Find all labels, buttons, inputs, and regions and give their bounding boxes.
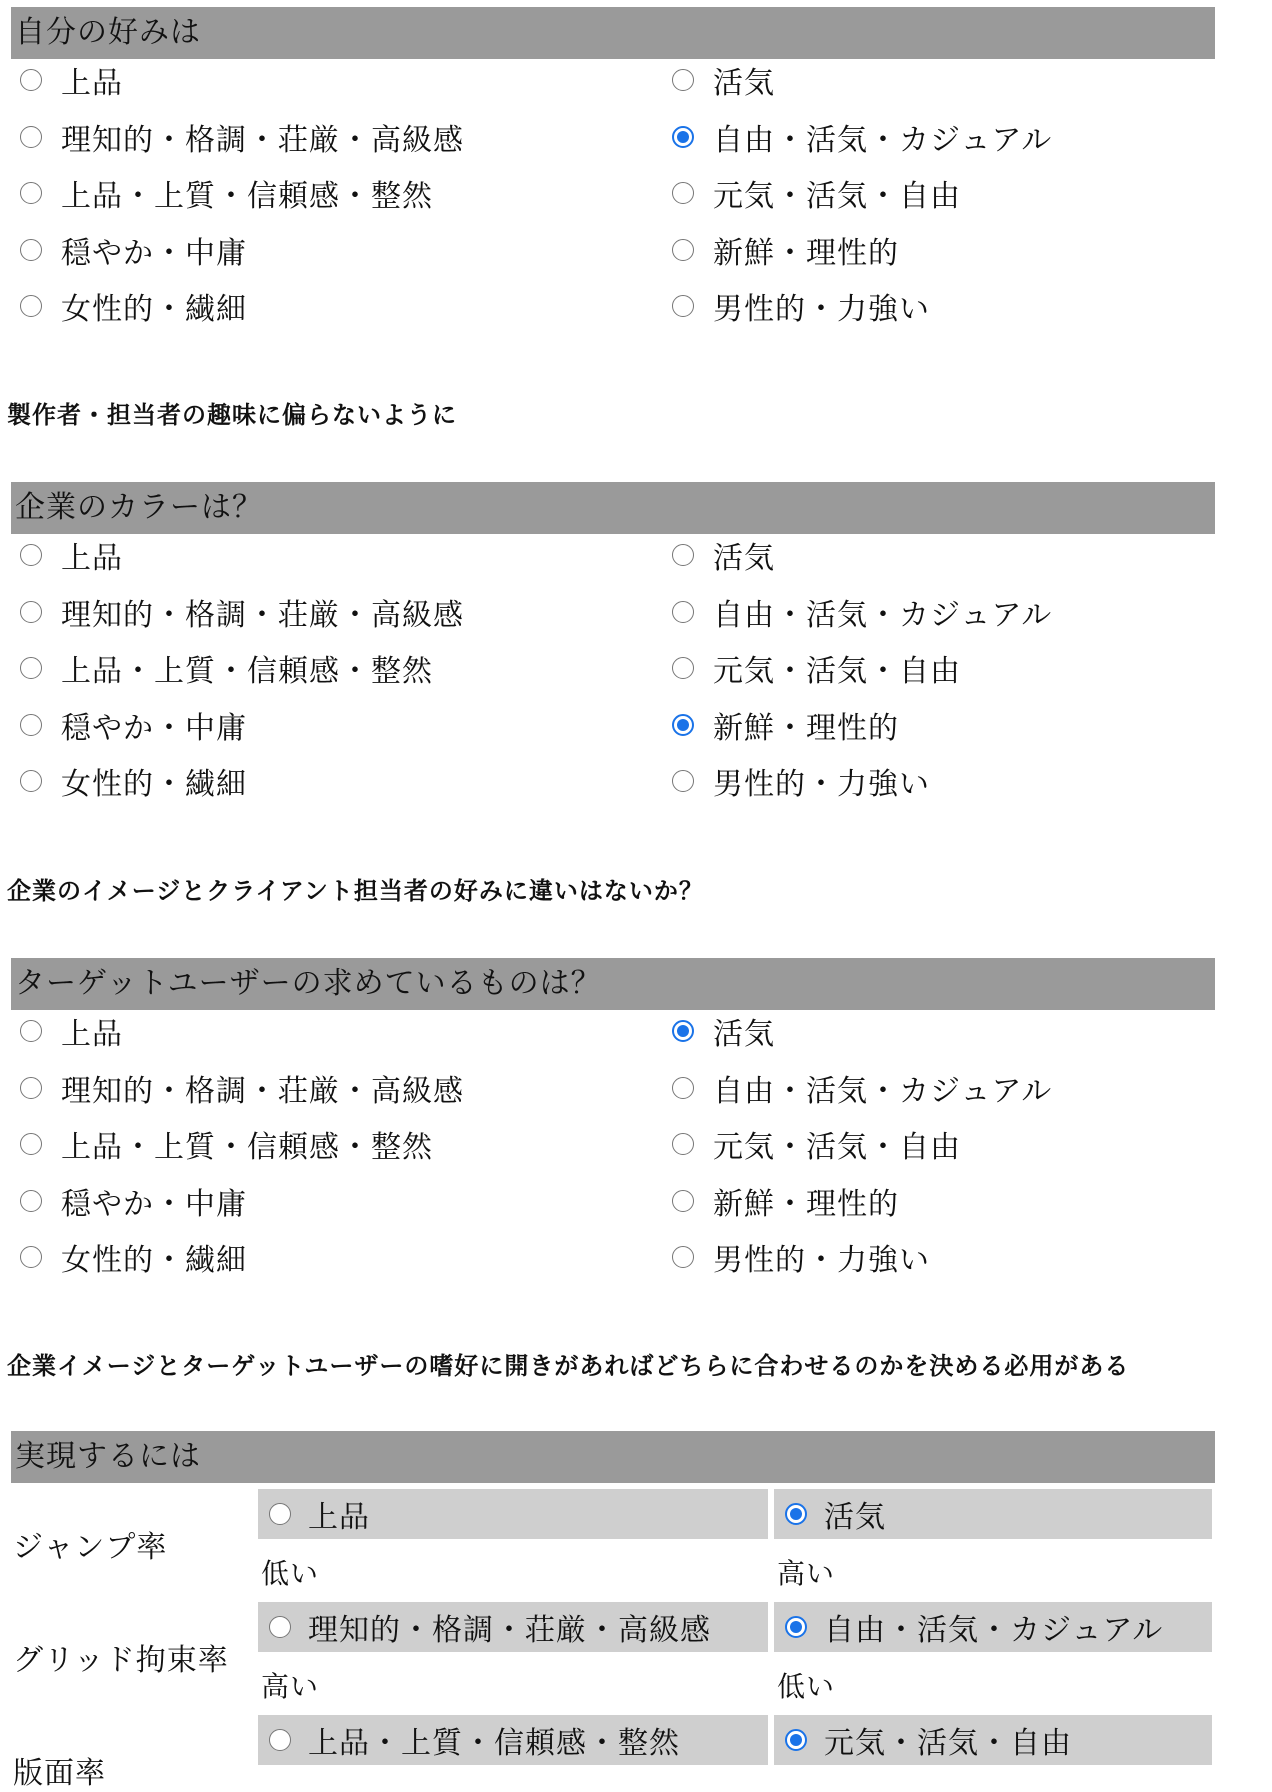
option-label: 上品・上質・信頼感・整然	[61, 179, 433, 215]
option-label: 活気	[713, 66, 775, 102]
radio-button[interactable]	[672, 295, 694, 317]
radio-button[interactable]	[672, 126, 694, 148]
radio-option[interactable]	[20, 640, 620, 697]
section-note: 企業のイメージとクライアント担当者の好みに違いはないか？	[7, 877, 704, 905]
radio-option[interactable]	[672, 222, 1272, 279]
left-options	[20, 1003, 620, 1286]
right-options	[672, 1003, 1272, 1286]
radio-option[interactable]	[20, 1060, 620, 1117]
option-label: 上品・上質・信頼感・整然	[308, 1726, 680, 1761]
radio-option[interactable]	[20, 527, 620, 584]
radio-button[interactable]	[672, 1077, 694, 1099]
option-label: 新鮮・理性的	[713, 235, 899, 271]
realize-option-right[interactable]	[774, 1602, 1212, 1652]
radio-button[interactable]	[20, 182, 42, 204]
option-label: 新鮮・理性的	[713, 1186, 899, 1222]
radio-option[interactable]	[672, 1060, 1272, 1117]
radio-option[interactable]	[20, 1229, 620, 1286]
section-header: 実現するには	[11, 1431, 1215, 1483]
option-label: 新鮮・理性的	[713, 710, 899, 746]
radio-button[interactable]	[672, 714, 694, 736]
option-label: 自由・活気・カジュアル	[713, 597, 1053, 633]
option-label: 理知的・格調・荘厳・高級感	[61, 1073, 464, 1109]
radio-button[interactable]	[672, 182, 694, 204]
radio-button[interactable]	[20, 126, 42, 148]
row-label-jump-rate: ジャンプ率	[13, 1530, 168, 1565]
option-label: 元気・活気・自由	[713, 179, 961, 215]
section-note: 製作者・担当者の趣味に偏らないように	[7, 401, 457, 429]
option-label: 穏やか・中庸	[61, 1186, 247, 1222]
radio-button[interactable]	[672, 601, 694, 623]
option-label: 元気・活気・自由	[713, 1130, 961, 1166]
option-label: 上品	[61, 66, 123, 102]
row-label-grid-constraint: グリッド拘束率	[13, 1643, 229, 1678]
option-label: 活気	[713, 1017, 775, 1053]
option-label: 穏やか・中庸	[61, 710, 247, 746]
radio-button[interactable]	[20, 1133, 42, 1155]
realize-option-left[interactable]	[258, 1489, 768, 1539]
radio-button[interactable]	[20, 69, 42, 91]
option-label: 元気・活気・自由	[824, 1726, 1072, 1761]
radio-button[interactable]	[785, 1729, 807, 1751]
radio-option[interactable]	[672, 1116, 1272, 1173]
radio-option[interactable]	[672, 278, 1272, 335]
option-label: 上品	[61, 1017, 123, 1053]
option-label: 自由・活気・カジュアル	[824, 1613, 1164, 1648]
radio-button[interactable]	[672, 1190, 694, 1212]
radio-button[interactable]	[672, 69, 694, 91]
radio-option[interactable]	[20, 109, 620, 166]
radio-option[interactable]	[672, 1003, 1272, 1060]
radio-option[interactable]	[20, 1003, 620, 1060]
radio-option[interactable]	[672, 753, 1272, 810]
radio-option[interactable]	[20, 222, 620, 279]
radio-option[interactable]	[672, 697, 1272, 754]
radio-option[interactable]	[672, 584, 1272, 641]
realize-option-right[interactable]	[774, 1715, 1212, 1765]
radio-option[interactable]	[20, 165, 620, 222]
option-label: 女性的・繊細	[61, 1243, 247, 1279]
option-label: 自由・活気・カジュアル	[713, 1073, 1053, 1109]
section-header: 自分の好みは	[11, 7, 1215, 59]
scale-high-label: 高い	[261, 1670, 320, 1703]
radio-button[interactable]	[20, 1246, 42, 1268]
section-note: 企業イメージとターゲットユーザーの嗜好に開きがあればどちらに合わせるのかを決める必用がある	[7, 1352, 1130, 1380]
radio-button[interactable]	[785, 1503, 807, 1525]
realize-option-left[interactable]	[258, 1715, 768, 1765]
option-label: 活気	[824, 1500, 886, 1535]
option-label: 男性的・力強い	[713, 292, 930, 328]
radio-option[interactable]	[672, 527, 1272, 584]
radio-option[interactable]	[672, 52, 1272, 109]
radio-button[interactable]	[20, 770, 42, 792]
radio-option[interactable]	[20, 1116, 620, 1173]
option-label: 元気・活気・自由	[713, 654, 961, 690]
radio-option[interactable]	[20, 753, 620, 810]
realize-option-left[interactable]	[258, 1602, 768, 1652]
right-options	[672, 527, 1272, 810]
radio-button[interactable]	[672, 770, 694, 792]
radio-button[interactable]	[785, 1616, 807, 1638]
option-label: 理知的・格調・荘厳・高級感	[61, 597, 464, 633]
option-label: 活気	[713, 541, 775, 577]
left-options	[20, 52, 620, 335]
radio-option[interactable]	[20, 1173, 620, 1230]
radio-button[interactable]	[269, 1503, 291, 1525]
option-label: 自由・活気・カジュアル	[713, 122, 1053, 158]
radio-button[interactable]	[672, 1020, 694, 1042]
row-label-text-area-ratio: 版面率	[13, 1756, 106, 1791]
radio-option[interactable]	[672, 1173, 1272, 1230]
radio-button[interactable]	[20, 657, 42, 679]
radio-option[interactable]	[672, 109, 1272, 166]
radio-button[interactable]	[672, 657, 694, 679]
option-label: 穏やか・中庸	[61, 235, 247, 271]
radio-option[interactable]	[672, 640, 1272, 697]
option-label: 理知的・格調・荘厳・高級感	[61, 122, 464, 158]
right-options	[672, 52, 1272, 335]
realize-option-right[interactable]	[774, 1489, 1212, 1539]
radio-button[interactable]	[20, 295, 42, 317]
radio-button[interactable]	[20, 1020, 42, 1042]
scale-low-label: 低い	[261, 1557, 320, 1590]
radio-option[interactable]	[20, 584, 620, 641]
radio-button[interactable]	[672, 239, 694, 261]
scale-low-label: 低い	[777, 1670, 836, 1703]
option-label: 理知的・格調・荘厳・高級感	[308, 1613, 711, 1648]
radio-button[interactable]	[20, 601, 42, 623]
radio-option[interactable]	[20, 52, 620, 109]
left-options	[20, 527, 620, 810]
option-label: 男性的・力強い	[713, 767, 930, 803]
radio-button[interactable]	[20, 714, 42, 736]
radio-button[interactable]	[20, 544, 42, 566]
section-header: ターゲットユーザーの求めているものは？	[11, 958, 1215, 1010]
radio-option[interactable]	[20, 697, 620, 754]
radio-button[interactable]	[672, 1246, 694, 1268]
radio-option[interactable]	[672, 1229, 1272, 1286]
section-header: 企業のカラーは？	[11, 482, 1215, 534]
option-label: 女性的・繊細	[61, 292, 247, 328]
radio-button[interactable]	[20, 239, 42, 261]
option-label: 男性的・力強い	[713, 1243, 930, 1279]
option-label: 上品	[61, 541, 123, 577]
radio-button[interactable]	[672, 544, 694, 566]
radio-button[interactable]	[269, 1616, 291, 1638]
radio-option[interactable]	[20, 278, 620, 335]
option-label: 上品・上質・信頼感・整然	[61, 654, 433, 690]
radio-button[interactable]	[269, 1729, 291, 1751]
option-label: 上品・上質・信頼感・整然	[61, 1130, 433, 1166]
radio-button[interactable]	[20, 1077, 42, 1099]
radio-button[interactable]	[672, 1133, 694, 1155]
radio-button[interactable]	[20, 1190, 42, 1212]
radio-option[interactable]	[672, 165, 1272, 222]
scale-high-label: 高い	[777, 1557, 836, 1590]
option-label: 女性的・繊細	[61, 767, 247, 803]
option-label: 上品	[308, 1500, 370, 1535]
